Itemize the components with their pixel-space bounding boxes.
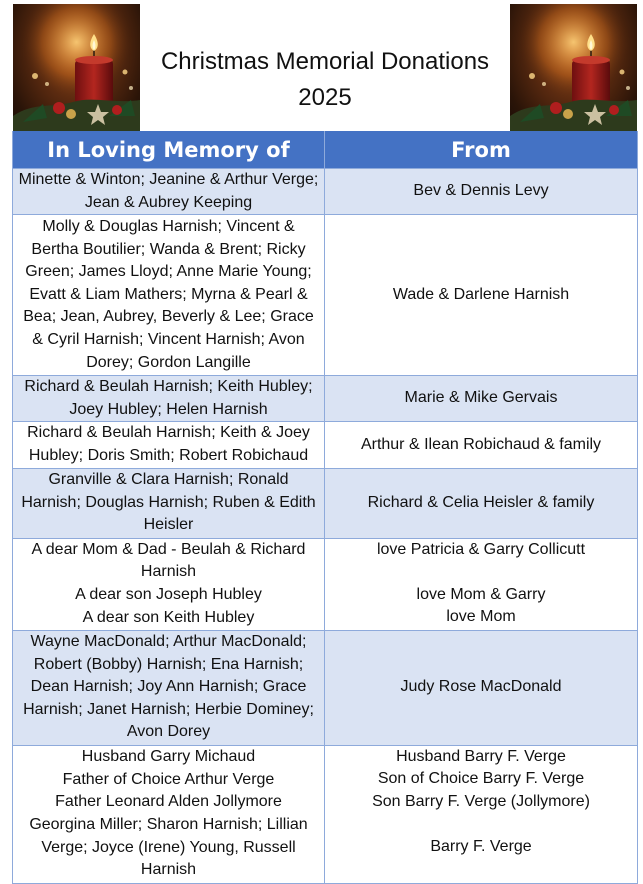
memory-line: Molly & Douglas Harnish; Vincent & Bertha Boutilier; Wanda & Brent; Ricky Green; James Lloyd; Anne Marie Young; Evatt & Liam Mathers; Myrna & Pearl & Bea; Jean, Aubrey, Beverly & Lee; Grace & Cyril Harnish; Vincent Harnish; Avon Dorey; Gordon Langille xyxy=(23,218,314,371)
memory-cell xyxy=(13,630,325,745)
from-cell xyxy=(325,376,638,422)
from-line: Wade & Darlene Harnish xyxy=(392,285,570,303)
from-cell xyxy=(325,468,638,538)
title-line-1: Christmas Memorial Donations xyxy=(160,48,490,75)
from-line: love Patricia & Garry Collicutt xyxy=(376,540,586,558)
donations-table xyxy=(12,131,638,884)
from-line: Son of Choice Barry F. Verge xyxy=(377,770,585,788)
memory-line: A dear Mom & Dad - Beulah & Richard Harnish xyxy=(31,540,306,581)
from-cell xyxy=(325,169,638,215)
memory-line: Richard & Beulah Harnish; Keith Hubley; Joey Hubley; Helen Harnish xyxy=(24,378,313,418)
memory-line: Father Leonard Alden Jollymore xyxy=(55,793,282,811)
table-row xyxy=(13,422,638,468)
memory-cell xyxy=(13,745,325,883)
memory-line: Georgina Miller; Sharon Harnish; Lillian Verge; Joyce (Irene) Young, Russell Harnish xyxy=(29,816,308,879)
from-cell xyxy=(325,745,638,883)
table-row xyxy=(13,630,638,745)
candle-photo-right xyxy=(510,4,637,131)
column-header-from: From xyxy=(325,131,638,169)
memory-line: A dear son Joseph Hubley xyxy=(75,586,262,604)
memory-cell xyxy=(13,538,325,630)
from-cell xyxy=(325,538,638,630)
memory-line: Minette & Winton; Jeanine & Arthur Verge; Jean & Aubrey Keeping xyxy=(18,171,319,211)
memory-line: Father of Choice Arthur Verge xyxy=(62,770,275,788)
memory-cell xyxy=(13,169,325,215)
from-line: Husband Barry F. Verge xyxy=(396,747,566,765)
memory-line: Granville & Clara Harnish; Ronald Harnish; Douglas Harnish; Ruben & Edith Heisler xyxy=(21,471,316,534)
from-line: Bev & Dennis Levy xyxy=(413,182,549,200)
table-row xyxy=(13,468,638,538)
memory-cell xyxy=(13,468,325,538)
from-line: Judy Rose MacDonald xyxy=(400,678,562,696)
from-line: Son Barry F. Verge (Jollymore) xyxy=(372,792,590,810)
page-header xyxy=(0,0,643,131)
memory-line: A dear son Keith Hubley xyxy=(82,608,255,626)
candle-photo-left xyxy=(13,4,140,131)
from-line: love Mom & Garry xyxy=(416,585,546,603)
page-title xyxy=(140,44,510,116)
memory-cell xyxy=(13,376,325,422)
memory-cell xyxy=(13,215,325,376)
from-line: Richard & Celia Heisler & family xyxy=(367,493,595,511)
from-line: Marie & Mike Gervais xyxy=(404,389,558,407)
memory-line: Richard & Beulah Harnish; Keith & Joey Hubley; Doris Smith; Robert Robichaud xyxy=(27,424,310,464)
table-row xyxy=(13,538,638,630)
candle-icon xyxy=(510,4,637,131)
from-line xyxy=(329,561,633,584)
table-row xyxy=(13,215,638,376)
table-row xyxy=(13,376,638,422)
candle-icon xyxy=(13,4,140,131)
title-line-2: 2025 xyxy=(298,84,352,111)
memory-line: Husband Garry Michaud xyxy=(81,748,256,766)
from-cell xyxy=(325,215,638,376)
column-header-memory: In Loving Memory of xyxy=(13,131,325,169)
from-cell xyxy=(325,630,638,745)
from-line: love Mom xyxy=(446,608,516,626)
from-line: Arthur & Ilean Robichaud & family xyxy=(360,435,602,453)
from-line: Barry F. Verge xyxy=(430,837,532,855)
memory-line: Wayne MacDonald; Arthur MacDonald; Robert (Bobby) Harnish; Ena Harnish; Dean Harnish; Joy Ann Harnish; Grace Harnish; Janet Harnish; Herbie Dominey; Avon Dorey xyxy=(23,633,314,741)
from-line xyxy=(329,813,633,836)
table-row xyxy=(13,745,638,883)
table-header-row xyxy=(13,131,638,169)
table-row xyxy=(13,169,638,215)
from-cell xyxy=(325,422,638,468)
memory-cell xyxy=(13,422,325,468)
